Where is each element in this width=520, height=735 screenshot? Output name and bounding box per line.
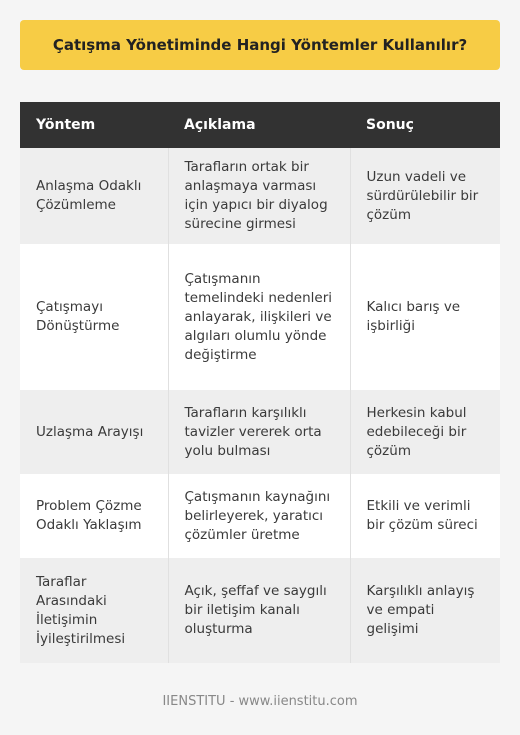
description-cell: Çatışmanın kaynağını belirleyerek, yaratıcı çözümler üretme xyxy=(168,474,350,558)
description-cell: Çatışmanın temelindeki nedenleri anlayarak, ilişkileri ve algıları olumlu yönde değiştirme xyxy=(168,244,350,390)
header-method: Yöntem xyxy=(20,102,168,148)
result-cell: Herkesin kabul edebileceği bir çözüm xyxy=(350,390,500,474)
result-cell: Karşılıklı anlayış ve empati gelişimi xyxy=(350,558,500,663)
method-cell: Problem Çözme Odaklı Yaklaşım xyxy=(20,474,168,558)
table-row xyxy=(20,558,500,663)
description-cell: Açık, şeffaf ve saygılı bir iletişim kanalı oluşturma xyxy=(168,558,350,663)
table-row xyxy=(20,148,500,244)
description-cell: Tarafların ortak bir anlaşmaya varması için yapıcı bir diyalog sürecine girmesi xyxy=(168,148,350,244)
method-cell: Uzlaşma Arayışı xyxy=(20,390,168,474)
result-cell: Kalıcı barış ve işbirliği xyxy=(350,244,500,390)
result-cell: Etkili ve verimli bir çözüm süreci xyxy=(350,474,500,558)
footer-credit: IIENSTITU - www.iienstitu.com xyxy=(162,694,358,709)
description-cell: Tarafların karşılıklı tavizler vererek orta yolu bulması xyxy=(168,390,350,474)
table-row xyxy=(20,390,500,474)
page-title: Çatışma Yönetiminde Hangi Yöntemler Kullanılır? xyxy=(20,20,500,70)
methods-table xyxy=(20,102,500,663)
table-row xyxy=(20,244,500,390)
method-cell: Çatışmayı Dönüştürme xyxy=(20,244,168,390)
table-row xyxy=(20,474,500,558)
method-cell: Taraflar Arasındaki İletişimin İyileştirilmesi xyxy=(20,558,168,663)
table-header-row xyxy=(20,102,500,148)
method-cell: Anlaşma Odaklı Çözümleme xyxy=(20,148,168,244)
result-cell: Uzun vadeli ve sürdürülebilir bir çözüm xyxy=(350,148,500,244)
header-result: Sonuç xyxy=(350,102,500,148)
header-description: Açıklama xyxy=(168,102,350,148)
